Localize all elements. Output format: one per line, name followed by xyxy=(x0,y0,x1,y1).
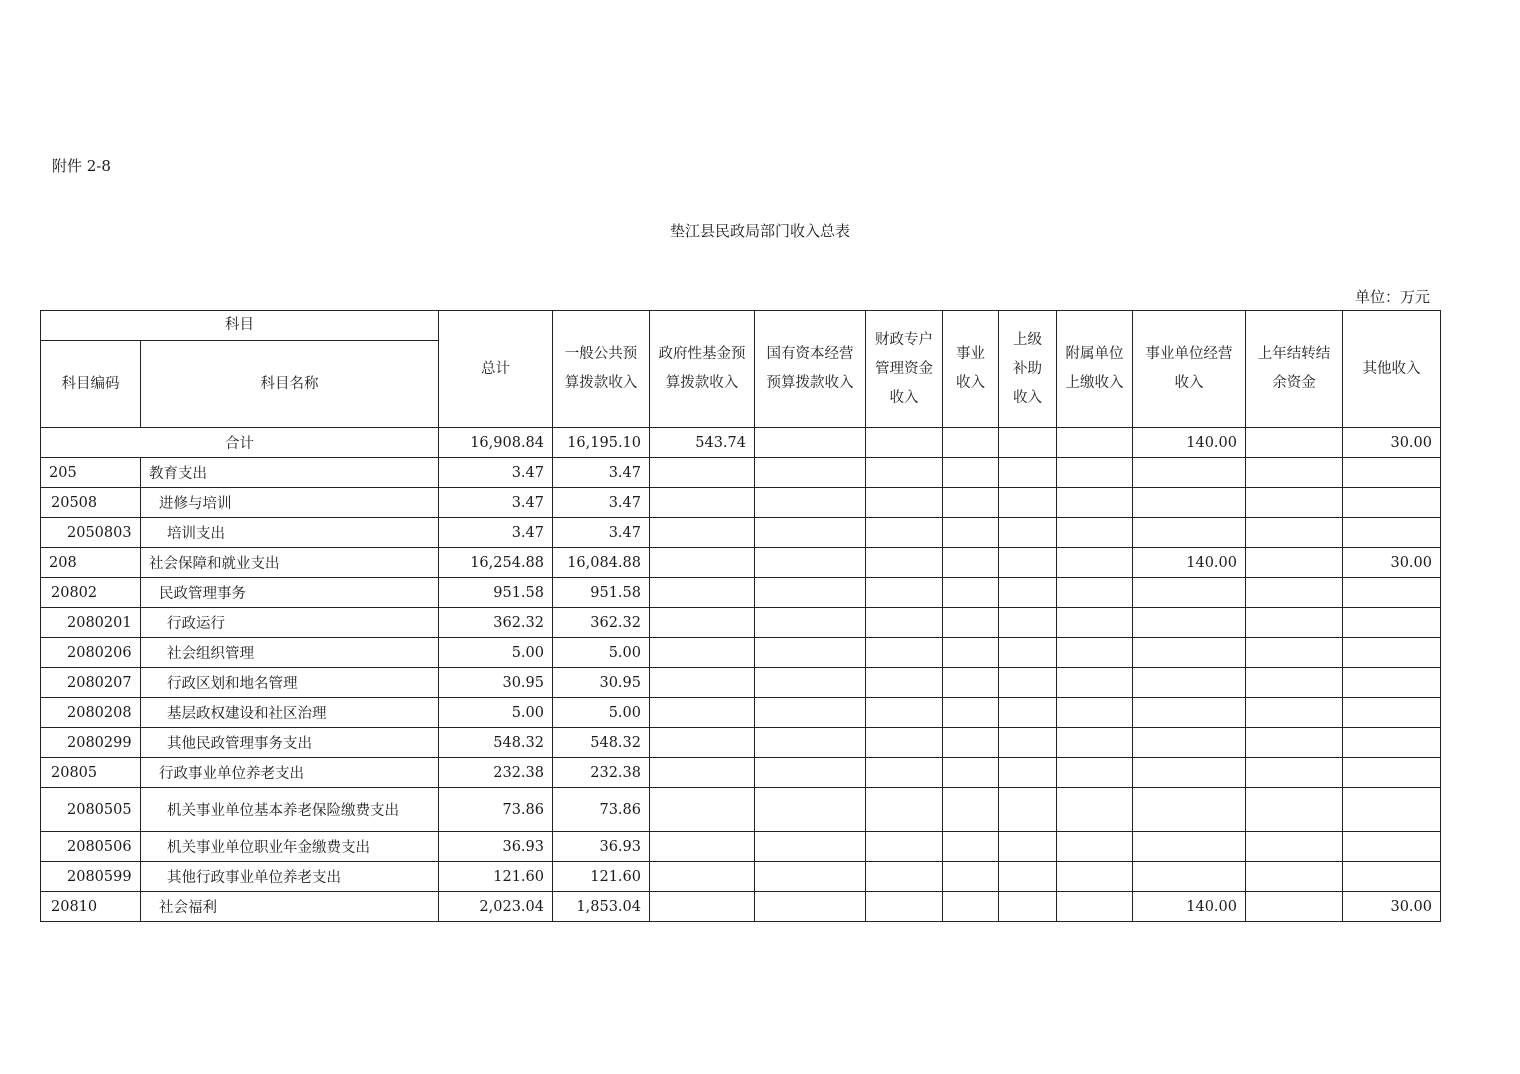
total-general: 16,195.10 xyxy=(553,428,650,458)
table-row xyxy=(41,578,1441,608)
table-row xyxy=(41,892,1441,922)
row-general: 121.60 xyxy=(553,862,650,892)
row-code: 2080505 xyxy=(41,788,141,832)
row-operation xyxy=(1133,788,1246,832)
row-name: 行政事业单位养老支出 xyxy=(141,758,439,788)
row-total: 5.00 xyxy=(439,638,553,668)
table-header xyxy=(41,311,1441,428)
header-total: 总计 xyxy=(439,311,553,428)
row-total: 3.47 xyxy=(439,458,553,488)
row-general: 951.58 xyxy=(553,578,650,608)
row-other xyxy=(1343,458,1441,488)
row-name: 机关事业单位职业年金缴费支出 xyxy=(141,832,439,862)
row-total: 36.93 xyxy=(439,832,553,862)
row-code: 2080208 xyxy=(41,698,141,728)
row-code: 2050803 xyxy=(41,518,141,548)
row-name: 行政运行 xyxy=(141,608,439,638)
row-other xyxy=(1343,608,1441,638)
row-general: 548.32 xyxy=(553,728,650,758)
row-name: 社会福利 xyxy=(141,892,439,922)
row-general: 362.32 xyxy=(553,608,650,638)
row-name: 基层政权建设和社区治理 xyxy=(141,698,439,728)
row-other xyxy=(1343,832,1441,862)
row-other xyxy=(1343,638,1441,668)
row-name: 其他民政管理事务支出 xyxy=(141,728,439,758)
header-code: 科目编码 xyxy=(41,341,141,428)
attachment-label: 附件 2-8 xyxy=(52,157,111,175)
table-row xyxy=(41,518,1441,548)
total-superior xyxy=(999,428,1057,458)
row-general: 3.47 xyxy=(553,518,650,548)
row-total: 548.32 xyxy=(439,728,553,758)
row-name: 社会保障和就业支出 xyxy=(141,548,439,578)
row-other xyxy=(1343,698,1441,728)
row-operation: 140.00 xyxy=(1133,892,1246,922)
row-operation xyxy=(1133,728,1246,758)
row-operation xyxy=(1133,862,1246,892)
header-fiscal-special: 财政专户管理资金收入 xyxy=(866,311,943,428)
total-operation: 140.00 xyxy=(1133,428,1246,458)
row-other xyxy=(1343,578,1441,608)
row-operation xyxy=(1133,458,1246,488)
row-operation xyxy=(1133,608,1246,638)
row-name: 培训支出 xyxy=(141,518,439,548)
row-operation xyxy=(1133,578,1246,608)
table-row xyxy=(41,698,1441,728)
table-row xyxy=(41,548,1441,578)
row-other xyxy=(1343,488,1441,518)
row-general: 3.47 xyxy=(553,488,650,518)
row-code: 2080201 xyxy=(41,608,141,638)
row-total: 5.00 xyxy=(439,698,553,728)
row-general: 1,853.04 xyxy=(553,892,650,922)
row-operation xyxy=(1133,832,1246,862)
header-superior: 上级补助收入 xyxy=(999,311,1057,428)
row-general: 30.95 xyxy=(553,668,650,698)
total-other: 30.00 xyxy=(1343,428,1441,458)
row-operation xyxy=(1133,518,1246,548)
row-other: 30.00 xyxy=(1343,548,1441,578)
row-general: 5.00 xyxy=(553,698,650,728)
row-general: 232.38 xyxy=(553,758,650,788)
row-code: 2080506 xyxy=(41,832,141,862)
total-total: 16,908.84 xyxy=(439,428,553,458)
row-other xyxy=(1343,862,1441,892)
row-general: 36.93 xyxy=(553,832,650,862)
row-total: 121.60 xyxy=(439,862,553,892)
row-code: 2080599 xyxy=(41,862,141,892)
row-code: 20805 xyxy=(41,758,141,788)
table-row xyxy=(41,728,1441,758)
row-name: 机关事业单位基本养老保险缴费支出 xyxy=(141,788,439,832)
total-label: 合计 xyxy=(41,428,439,458)
row-total: 3.47 xyxy=(439,488,553,518)
total-fiscal-special xyxy=(866,428,943,458)
row-name: 社会组织管理 xyxy=(141,638,439,668)
row-other xyxy=(1343,758,1441,788)
header-general: 一般公共预算拨款收入 xyxy=(553,311,650,428)
row-general: 5.00 xyxy=(553,638,650,668)
row-code: 208 xyxy=(41,548,141,578)
row-general: 16,084.88 xyxy=(553,548,650,578)
row-operation: 140.00 xyxy=(1133,548,1246,578)
row-name: 进修与培训 xyxy=(141,488,439,518)
row-total: 362.32 xyxy=(439,608,553,638)
row-code: 20810 xyxy=(41,892,141,922)
header-name: 科目名称 xyxy=(141,341,439,428)
row-name: 教育支出 xyxy=(141,458,439,488)
header-other: 其他收入 xyxy=(1343,311,1441,428)
row-operation xyxy=(1133,668,1246,698)
header-gov-fund: 政府性基金预算拨款收入 xyxy=(650,311,755,428)
row-total: 30.95 xyxy=(439,668,553,698)
table-row xyxy=(41,668,1441,698)
table-row xyxy=(41,608,1441,638)
row-total: 3.47 xyxy=(439,518,553,548)
page-title: 垫江县民政局部门收入总表 xyxy=(669,222,850,240)
total-state-capital xyxy=(755,428,866,458)
table-row xyxy=(41,832,1441,862)
row-name: 民政管理事务 xyxy=(141,578,439,608)
row-name: 行政区划和地名管理 xyxy=(141,668,439,698)
row-code: 2080206 xyxy=(41,638,141,668)
row-total: 2,023.04 xyxy=(439,892,553,922)
row-general: 73.86 xyxy=(553,788,650,832)
header-business: 事业收入 xyxy=(943,311,999,428)
row-other xyxy=(1343,788,1441,832)
row-total: 232.38 xyxy=(439,758,553,788)
table-row xyxy=(41,862,1441,892)
row-name: 其他行政事业单位养老支出 xyxy=(141,862,439,892)
unit-label: 单位：万元 xyxy=(1354,288,1430,306)
row-code: 2080207 xyxy=(41,668,141,698)
header-operation: 事业单位经营收入 xyxy=(1133,311,1246,428)
table-row xyxy=(41,788,1441,832)
header-state-capital: 国有资本经营预算拨款收入 xyxy=(755,311,866,428)
header-affiliated: 附属单位上缴收入 xyxy=(1057,311,1133,428)
total-affiliated xyxy=(1057,428,1133,458)
row-code: 2080299 xyxy=(41,728,141,758)
table-row xyxy=(41,758,1441,788)
total-gov-fund: 543.74 xyxy=(650,428,755,458)
row-total: 951.58 xyxy=(439,578,553,608)
total-business xyxy=(943,428,999,458)
row-other xyxy=(1343,668,1441,698)
row-operation xyxy=(1133,488,1246,518)
table-row xyxy=(41,488,1441,518)
row-operation xyxy=(1133,698,1246,728)
row-operation xyxy=(1133,638,1246,668)
row-operation xyxy=(1133,758,1246,788)
table-row xyxy=(41,458,1441,488)
row-general: 3.47 xyxy=(553,458,650,488)
income-summary-table xyxy=(40,310,1441,922)
row-other xyxy=(1343,518,1441,548)
header-carryover: 上年结转结余资金 xyxy=(1246,311,1343,428)
row-code: 20802 xyxy=(41,578,141,608)
total-row xyxy=(41,428,1441,458)
total-carryover xyxy=(1246,428,1343,458)
row-total: 73.86 xyxy=(439,788,553,832)
row-total: 16,254.88 xyxy=(439,548,553,578)
row-code: 20508 xyxy=(41,488,141,518)
table-row xyxy=(41,638,1441,668)
row-code: 205 xyxy=(41,458,141,488)
row-other xyxy=(1343,728,1441,758)
row-other: 30.00 xyxy=(1343,892,1441,922)
header-subject-group: 科目 xyxy=(41,311,439,341)
